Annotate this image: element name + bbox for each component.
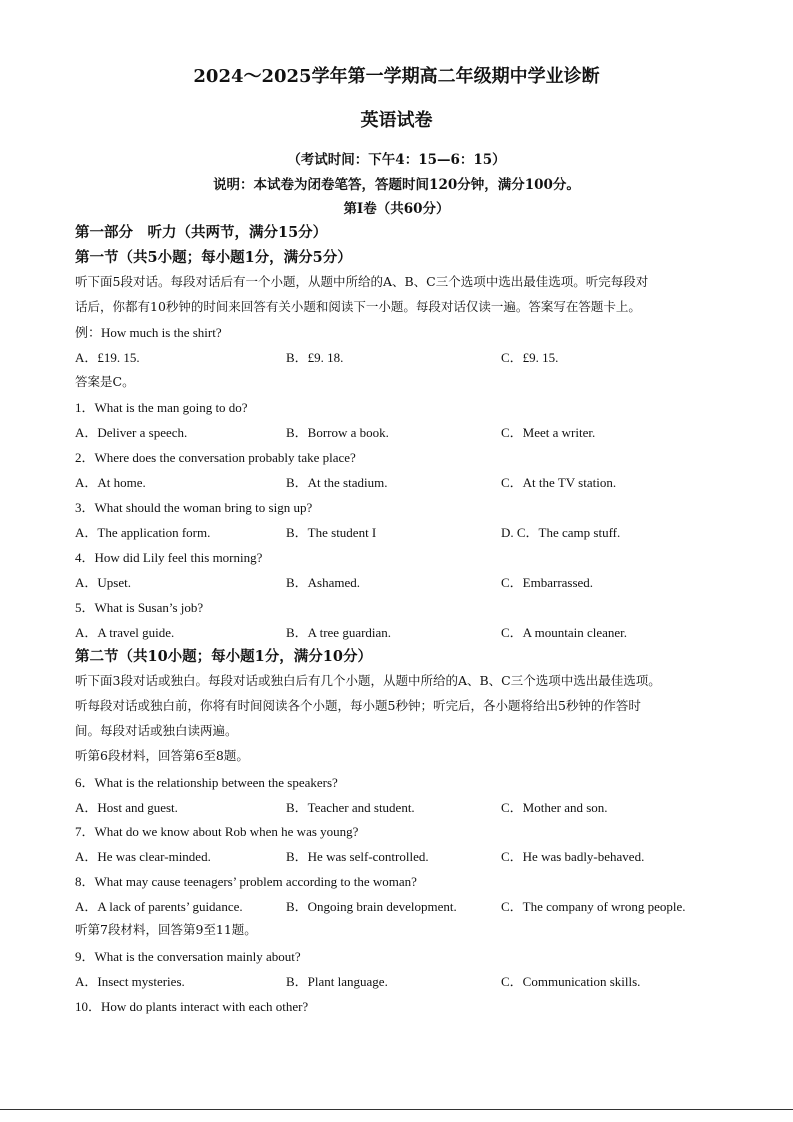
option-b: B．Ashamed. [286,575,361,590]
material-7-note: 听第7段材料，回答第9至11题。 [75,922,257,937]
option-c: C．Communication skills. [501,974,641,989]
question-1-options [0,422,793,442]
section2-instruction-line: 听下面3段对话或独白。每段对话或独白后有几个小题，从题中所给的A、B、C三个选项中选出最佳选项。 [75,673,661,688]
question-10: 10．How do plants interact with each other? [75,999,309,1014]
question-2: 2．Where does the conversation probably take place? [75,450,356,465]
question-5: 5．What is Susan’s job? [75,600,204,615]
option-c: C．Mother and son. [501,800,608,815]
question-8: 8．What may cause teenagers’ problem according to the woman? [75,874,417,889]
question-2-options [0,472,793,492]
option-a: A．A lack of parents’ guidance. [75,899,243,914]
subject-title: 英语试卷 [360,110,433,131]
section2-instruction-line: 间。每段对话或独白读两遍。 [75,723,238,738]
option-b: B．Ongoing brain development. [286,899,457,914]
option-a: A．Upset. [75,575,131,590]
question-9: 9．What is the conversation mainly about? [75,949,301,964]
option-b: B．Borrow a book. [286,425,389,440]
part1-heading: 第一部分 听力（共两节，满分15分） [75,224,328,241]
option-c: C．He was badly-behaved. [501,849,645,864]
example-question: 例：How much is the shirt? [75,325,222,340]
question-7: 7．What do we know about Rob when he was young? [75,824,359,839]
question-1: 1．What is the man going to do? [75,400,248,415]
option-a: A．He was clear-minded. [75,849,211,864]
exam-note: 说明：本试卷为闭卷笔答，答题时间120分钟，满分100分。 [213,177,580,193]
question-7-options [0,846,793,866]
option-a: A．At home. [75,475,146,490]
option-c: C．The company of wrong people. [501,899,686,914]
example-options [0,347,793,367]
option-b: B．Teacher and student. [286,800,415,815]
exam-title: 2024～2025学年第一学期高二年级期中学业诊断 [193,66,600,87]
page-bottom-divider [0,1109,793,1110]
section1-instruction-line: 话后，你都有10秒钟的时间来回答有关小题和阅读下一小题。每段对话仅读一遍。答案写在答题卡上。 [75,299,641,314]
option-c: C．Embarrassed. [501,575,594,590]
option-c: C．Meet a writer. [501,425,596,440]
material-6-note: 听第6段材料，回答第6至8题。 [75,748,249,763]
question-3: 3．What should the woman bring to sign up? [75,500,313,515]
option-c: D. C．The camp stuff. [501,525,621,540]
exam-time: （考试时间：下午4：15—6：15） [287,152,506,168]
option-a: A．Host and guest. [75,800,178,815]
example-answer: 答案是C。 [75,374,135,389]
option-b: B．A tree guardian. [286,625,392,640]
option-c: C．A mountain cleaner. [501,625,628,640]
option-a: A．A travel guide. [75,625,175,640]
option-b: B．At the stadium. [286,475,388,490]
question-6-options [0,797,793,817]
option-b: B．Plant language. [286,974,388,989]
question-6: 6．What is the relationship between the speakers? [75,775,338,790]
question-8-options [0,896,793,916]
option-a: A．The application form. [75,525,211,540]
question-3-options [0,522,793,542]
option-a: A．Deliver a speech. [75,425,188,440]
option-c: C．£9. 15. [501,350,559,365]
section2-instruction-line: 听每段对话或独白前，你将有时间阅读各个小题，每小题5秒钟；听完后，各小题将给出5秒钟的作答时 [75,698,641,713]
option-c: C．At the TV station. [501,475,617,490]
question-4: 4．How did Lily feel this morning? [75,550,263,565]
section1-instruction-line: 听下面5段对话。每段对话后有一个小题，从题中所给的A、B、C三个选项中选出最佳选项。听完每段对 [75,274,649,289]
volume-heading: 第Ⅰ卷（共60分） [343,201,450,217]
question-4-options [0,572,793,592]
option-b: B．£9. 18. [286,350,344,365]
section2-heading: 第二节（共10小题；每小题1分，满分10分） [75,648,372,665]
option-a: A．£19. 15. [75,350,140,365]
option-b: B．He was self-controlled. [286,849,429,864]
option-a: A．Insect mysteries. [75,974,185,989]
question-5-options [0,622,793,642]
question-9-options [0,971,793,991]
option-b: B．The student I [286,525,377,540]
section1-heading: 第一节（共5小题；每小题1分，满分5分） [75,249,352,266]
